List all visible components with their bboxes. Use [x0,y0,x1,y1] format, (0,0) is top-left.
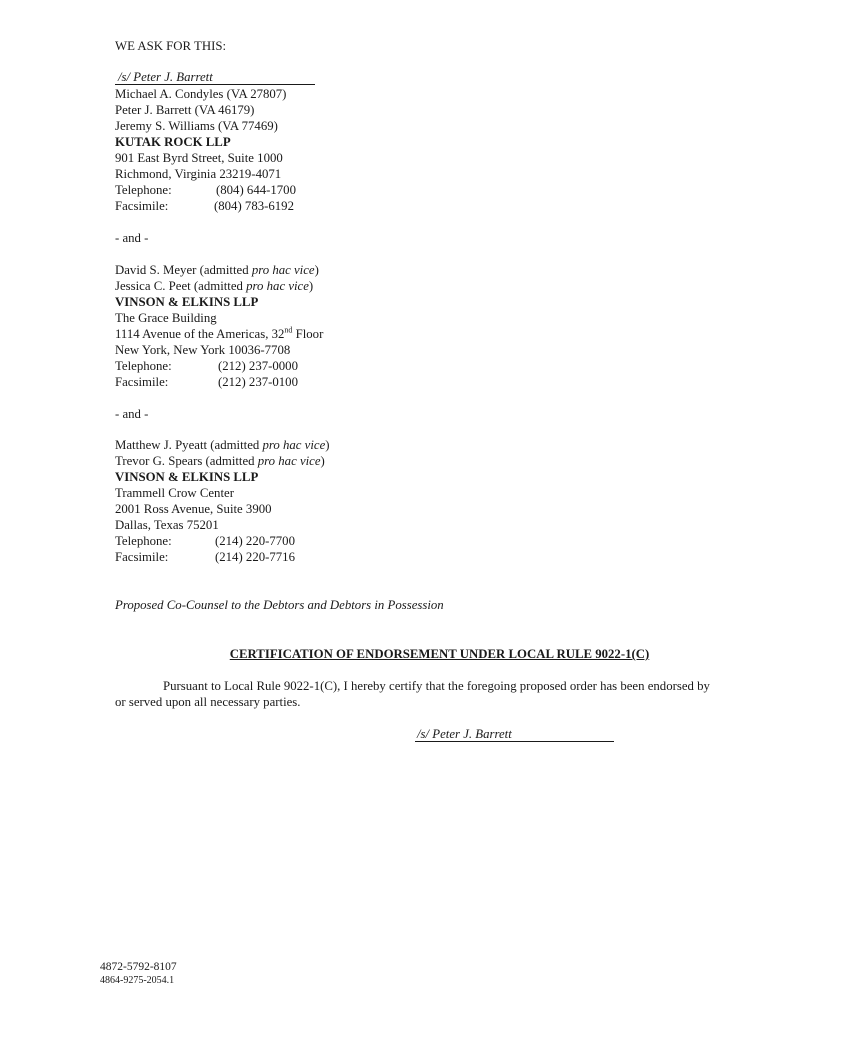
paren-close: ) [308,279,314,293]
attorney-line: Peter J. Barrett (VA 46179) [115,103,255,117]
telephone-label: Telephone: [115,534,172,548]
pro-hac-vice: pro hac vice [257,454,321,468]
attorney-line: Jeremy S. Williams (VA 77469) [115,119,278,133]
attorney-name: David S. Meyer (admitted [115,263,252,277]
pro-hac-vice: pro hac vice [262,438,326,452]
facsimile-number: (214) 220-7716 [215,550,295,564]
address-line: 901 East Byrd Street, Suite 1000 [115,151,283,165]
footer-doc-id: 4864-9275-2054.1 [100,975,175,986]
facsimile-label: Facsimile: [115,375,169,389]
attorney-line: Michael A. Condyles (VA 27807) [115,87,287,101]
address-line: Dallas, Texas 75201 [115,518,219,532]
vinson-elkins-dallas-block [115,437,330,565]
facsimile-label: Facsimile: [115,550,169,564]
paren-close: ) [320,454,325,468]
certification-line-1: Pursuant to Local Rule 9022-1(C), I hereby certify that the foregoing proposed order has been endorsed by [163,679,710,693]
attorney-line [115,278,323,294]
telephone-line [115,358,323,374]
counsel-role: Proposed Co-Counsel to the Debtors and Debtors in Possession [115,598,444,612]
facsimile-line [115,198,296,214]
telephone-line [115,533,330,549]
signature-2: /s/ Peter J. Barrett [417,727,512,741]
telephone-line [115,182,296,198]
paren-close: ) [314,263,319,277]
certification-line-2: or served upon all necessary parties. [115,695,301,709]
and-separator-2: - and - [115,407,149,421]
ordinal-suffix: nd [284,325,293,335]
attorney-line [115,437,330,453]
floor-text: Floor [292,327,324,341]
facsimile-line [115,549,330,565]
address-line [115,326,323,342]
attorney-name: Trevor G. Spears (admitted [115,454,258,468]
certification-heading: CERTIFICATION OF ENDORSEMENT UNDER LOCAL RULE 9022-1(C) [229,647,650,661]
address-line: 2001 Ross Avenue, Suite 3900 [115,502,272,516]
attorney-line [115,453,330,469]
signature-1: /s/ Peter J. Barrett [118,70,213,84]
pro-hac-vice: pro hac vice [246,279,309,293]
kutak-rock-block [115,86,296,214]
signature-2-line [415,741,614,742]
footer-doc-id: 4872-5792-8107 [100,961,177,973]
facsimile-number: (212) 237-0100 [218,375,298,389]
paren-close: ) [325,438,330,452]
signature-1-line [115,84,315,85]
telephone-number: (214) 220-7700 [215,534,295,548]
firm-name: VINSON & ELKINS LLP [115,295,259,309]
attorney-name: Jessica C. Peet (admitted [115,279,247,293]
attorney-line [115,262,323,278]
firm-name: KUTAK ROCK LLP [115,135,231,149]
telephone-label: Telephone: [115,183,172,197]
address-line: Trammell Crow Center [115,486,234,500]
address-line: Richmond, Virginia 23219-4071 [115,167,282,181]
vinson-elkins-ny-block [115,262,323,390]
firm-name: VINSON & ELKINS LLP [115,470,259,484]
telephone-label: Telephone: [115,359,172,373]
pro-hac-vice: pro hac vice [251,263,315,277]
telephone-number: (212) 237-0000 [218,359,298,373]
address-line: The Grace Building [115,311,217,325]
ask-heading: WE ASK FOR THIS: [115,39,227,53]
facsimile-line [115,374,323,390]
address-line: New York, New York 10036-7708 [115,343,291,357]
facsimile-label: Facsimile: [115,199,169,213]
attorney-name: Matthew J. Pyeatt (admitted [115,438,263,452]
telephone-number: (804) 644-1700 [216,183,296,197]
facsimile-number: (804) 783-6192 [214,199,294,213]
and-separator-1: - and - [115,231,149,245]
street-text: 1114 Avenue of the Americas, 32 [115,327,285,341]
